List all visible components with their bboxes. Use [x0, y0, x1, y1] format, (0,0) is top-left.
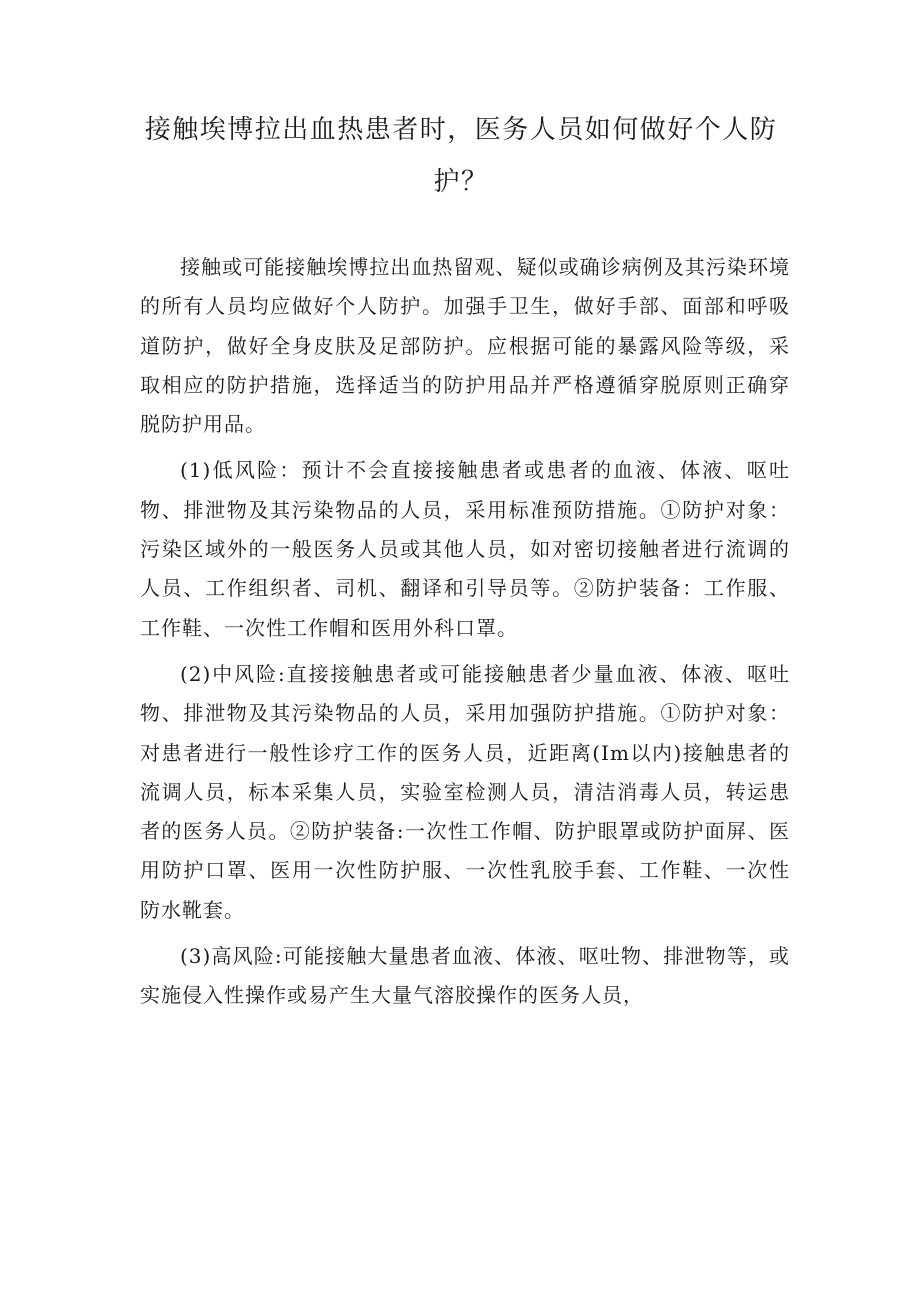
document-title: 接触埃博拉出血热患者时，医务人员如何做好个人防护？ [144, 115, 778, 197]
paragraph-high-risk: (3)高风险:可能接触大量患者血液、体液、呕吐物、排泄物等，或实施侵入性操作或易产生大量气溶胶操作的医务人员， [140, 944, 790, 1008]
paragraph-medium-risk: (2)中风险:直接接触患者或可能接触患者少量血液、体液、呕吐物、排泄物及其污染物品的人员，采用加强防护措施。①防护对象：对患者进行一般性诊疗工作的医务人员，近距离(Im以内)接触患者的流调人员，标本采集人员，实验室检测人员，清洁消毒人员，转运患者的医务人员。②防护装备:一次性工作帽、防护眼罩或防护面屏、医用防护口罩、医用一次性防护服、一次性乳胶手套、工作鞋、一次性防水靴套。 [140, 661, 790, 922]
paragraph-low-risk: (1)低风险：预计不会直接接触患者或患者的血液、体液、呕吐物、排泄物及其污染物品的人员，采用标准预防措施。①防护对象：污染区域外的一般医务人员或其他人员，如对密切接触者进行流调的人员、工作组织者、司机、翻译和引导员等。②防护装备：工作服、工作鞋、一次性工作帽和医用外科口罩。 [140, 458, 790, 640]
paragraph-intro: 接触或可能接触埃博拉出血热留观、疑似或确诊病例及其污染环境的所有人员均应做好个人防护。加强手卫生，做好手部、面部和呼吸道防护，做好全身皮肤及足部防护。应根据可能的暴露风险等级，采取相应的防护措施，选择适当的防护用品并严格遵循穿脱原则正确穿脱防护用品。 [140, 255, 790, 437]
document-body [140, 248, 790, 1023]
